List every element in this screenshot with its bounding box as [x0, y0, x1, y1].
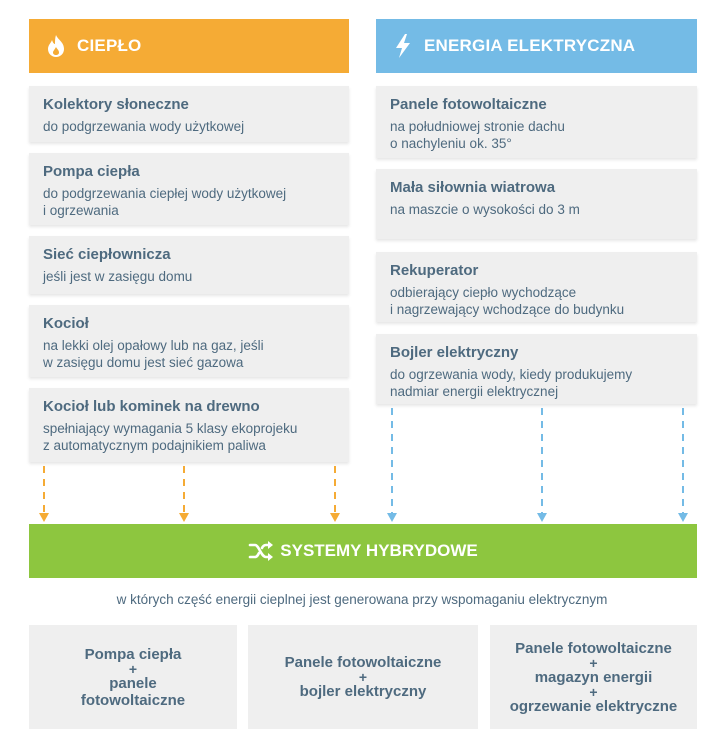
card-desc-line: i ogrzewania: [43, 203, 119, 218]
combo-line: magazyn energii: [534, 668, 653, 686]
combo-line: Panele fotowoltaiczne: [515, 639, 672, 657]
electric-arrow-head: [387, 513, 397, 522]
card-title: Panele fotowoltaiczne: [390, 96, 547, 113]
card-title: Kocioł: [43, 315, 89, 332]
card-title: Bojler elektryczny: [390, 344, 519, 361]
combo-plus: +: [589, 683, 598, 700]
card-desc-line: na południowej stronie dachu: [390, 119, 565, 134]
combo-line: fotowoltaiczne: [80, 691, 186, 709]
card-desc-line: do podgrzewania ciepłej wody użytkowej: [43, 186, 287, 201]
card-title: Kolektory słoneczne: [43, 96, 189, 113]
heat-arrow-head: [39, 513, 49, 522]
card-desc-line: na lekki olej opałowy lub na gaz, jeśli: [43, 338, 264, 353]
combo-plus: +: [358, 669, 368, 685]
card-desc: do podgrzewania wody użytkowej: [43, 119, 245, 134]
hybrid-subtitle: w których część energii cieplnej jest generowana przy wspomaganiu elektrycznym: [116, 592, 608, 607]
card-desc-line: odbierający ciepło wychodzące: [390, 285, 577, 300]
card-desc-line: i nagrzewający wchodzące do budynku: [390, 302, 625, 317]
heat-arrow-head: [330, 513, 340, 522]
card-desc: jeśli jest w zasięgu domu: [43, 269, 193, 284]
hybrid-combo-heat-pump-pv: [29, 625, 237, 729]
card-desc-line: o nachyleniu ok. 35°: [390, 136, 512, 151]
combo-line: Pompa ciepła: [84, 645, 182, 663]
combo-line: Panele fotowoltaiczne: [284, 654, 442, 671]
card-title: Mała siłownia wiatrowa: [390, 179, 556, 196]
combo-plus: +: [589, 654, 598, 671]
card-title: Pompa ciepła: [43, 163, 140, 180]
electric-arrow-head: [678, 513, 688, 522]
heat-header-label: CIEPŁO: [77, 36, 142, 55]
hybrid-header: [29, 524, 697, 578]
electric-header-label: ENERGIA ELEKTRYCZNA: [424, 36, 636, 55]
combo-plus: +: [128, 660, 138, 677]
combo-line: panele: [109, 674, 157, 692]
hybrid-header-label: SYSTEMY HYBRYDOWE: [280, 541, 478, 560]
heat-arrow-head: [179, 513, 189, 522]
card-desc-line: do ogrzewania wody, kiedy produkujemy: [390, 367, 633, 382]
card-desc-line: w zasięgu domu jest sieć gazowa: [43, 355, 244, 370]
card-desc-line: nadmiar energii elektrycznej: [390, 384, 559, 399]
shuffle-icon: [248, 540, 274, 562]
card-title: Kocioł lub kominek na drewno: [43, 398, 260, 415]
hybrid-combo-pv-storage-heating: [490, 625, 697, 729]
combo-line: bojler elektryczny: [299, 683, 427, 700]
card-desc: na maszcie o wysokości do 3 m: [390, 202, 580, 217]
card-desc-line: z automatycznym podajnikiem paliwa: [43, 438, 266, 453]
card-title: Rekuperator: [390, 262, 479, 279]
electric-arrow-head: [537, 513, 547, 522]
card-desc-line: spełniający wymagania 5 klasy ekoprojeku: [43, 421, 298, 436]
card-title: Sieć ciepłownicza: [43, 246, 171, 263]
hybrid-combo-pv-boiler: [248, 625, 478, 729]
combo-line: ogrzewanie elektryczne: [509, 697, 678, 715]
